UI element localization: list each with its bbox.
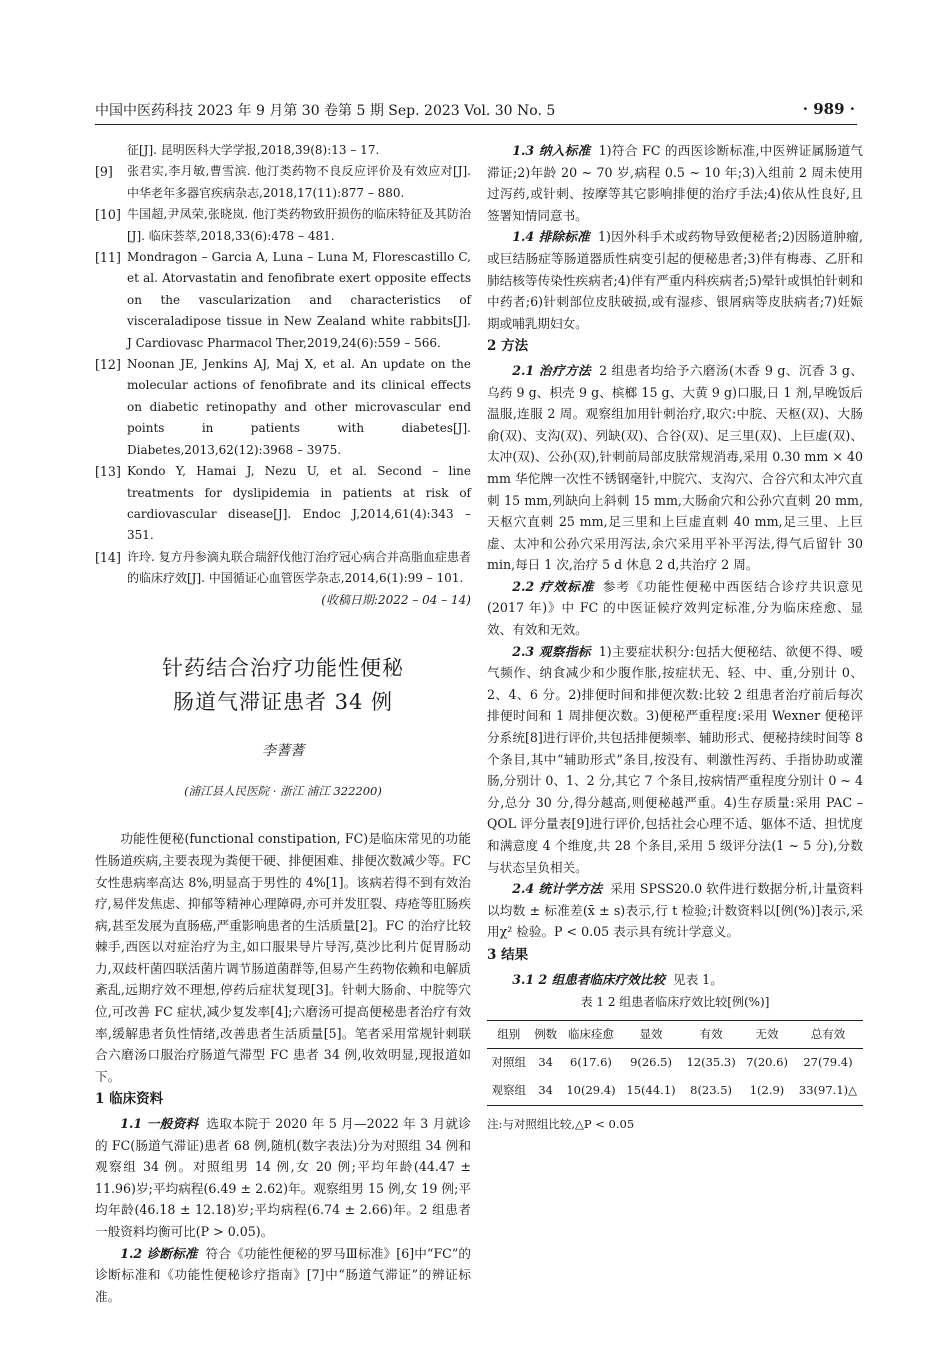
header-rule: [95, 124, 857, 125]
intro-paragraph: 功能性便秘(functional constipation, FC)是临床常见的功能性肠道疾病,主要表现为粪便干硬、排便困难、排便次数减少等。FC 女性患病率高达 8%,明显高于男性的 4%[1]。该病若得不到有效治疗,易伴发焦虑、抑郁等精神心理障碍,亦可并发肛裂、痔疮等肛肠疾病,甚至发展为直肠癌,严重影响患者的生活质量[2]。FC 的治疗比较棘手,西医以对症治疗为主,如口服果导片导泻,莫沙比利片促胃肠动力,双歧杆菌四联活菌片调节肠道菌群等,但易产生药物依赖和电解质紊乱,远期疗效不理想,停药后症状复现[3]。针刺大肠俞、中脘等穴位,可改善 FC 症状,减少复发率[4];六磨汤可提高便秘患者治疗有效率,缓解患者负性情绪,改善患者生活质量[5]。笔者采用常规针刺联合六磨汤口服治疗肠道气滞型 FC 患者 34 例,收效明显,现报道如下。: [95, 831, 471, 1084]
reference-number: [9]: [95, 164, 113, 180]
section-heading-3: 3 结果: [487, 946, 529, 963]
section-heading-1: 1 临床资料: [95, 1091, 164, 1108]
article-title: [95, 651, 471, 719]
col-header-n: 例数: [534, 1026, 558, 1041]
table-cell: 27(79.4): [803, 1055, 853, 1070]
table-cell: 观察组: [491, 1082, 526, 1097]
reference-number: [12]: [95, 357, 121, 373]
reference-number: [13]: [95, 464, 121, 480]
journal-info: 中国中医药科技 2023 年 9 月第 30 卷第 5 期 Sep. 2023 Vol. 30 No. 5: [95, 103, 556, 119]
reference-item: [95, 354, 471, 461]
section-1-1: [95, 1113, 471, 1243]
subsection-heading: 3.1 2 组患者临床疗效比较: [512, 971, 665, 987]
section-1-4: [487, 226, 863, 334]
section-3-1: [487, 969, 863, 991]
results-table: [487, 1020, 863, 1106]
right-column: [487, 140, 863, 1135]
reference-text: 许玲. 复方丹参滴丸联合瑞舒伐他汀治疗冠心病合并高脂血症患者的临床疗效[J]. 中国循证心血管医学杂志,2014,6(1):99 – 101.: [127, 549, 471, 586]
reference-item: [95, 547, 471, 590]
table-cell: 10(29.4): [566, 1082, 616, 1097]
col-header-marked: 显效: [639, 1026, 663, 1041]
subsection-text: 采用 SPSS20.0 软件进行数据分析,计量资料以均数 ± 标准差(x̄ ± s)表示,行 t 检验;计数资料以[例(%)]表示,采用χ² 检验。P < 0.05 表示具有统计学意义。: [487, 881, 864, 940]
section-2-3: [487, 641, 863, 879]
reference-text: Mondragon – Garcia A, Luna – Luna M, Florescastillo C, et al. Atorvastatin and fenofibrate exert opposite effects on the vascularization and characteristics of visceraladipose tissue in New Zealand white rabbits[J]. J Cardiovasc Pharmacol Ther,2019,24(6):559 – 566.: [127, 250, 471, 350]
subsection-heading: 2.2 疗效标准: [512, 578, 595, 594]
subsection-text: 2 组患者均给予六磨汤(木香 9 g、沉香 3 g、乌药 9 g、枳壳 9 g、槟榔 15 g、大黄 9 g)口服,日 1 剂,早晚饭后温服,连服 2 周。观察组加用针刺治疗,取穴:中脘、天枢(双)、大肠俞(双)、支沟(双)、列缺(双)、合谷(双)、足三里(双)、上巨虚(双)、太冲(双)、公孙(双),针刺前局部皮肤常规消毒,采用 0.30 mm × 40 mm 华佗牌一次性不锈钢毫针,中脘穴、支沟穴、合谷穴和太冲穴直刺 15 mm,列缺向上斜刺 15 mm,大肠俞穴和公孙穴直刺 20 mm,天枢穴直刺 25 mm,足三里和上巨虚直刺 40 mm,足三里、上巨虚、太冲和公孙穴采用泻法,余穴采用平补平泻法,得气后留针 30 min,每日 1 次,治疗 5 d 休息 2 d,共治疗 2 周。: [487, 362, 863, 573]
reference-list: [95, 161, 471, 589]
col-header-group: 组别: [497, 1026, 521, 1041]
subsection-heading: 1.2 诊断标准: [120, 1245, 198, 1261]
table-cell: 6(17.6): [570, 1055, 612, 1070]
col-header-total: 总有效: [810, 1026, 846, 1041]
reference-number: [14]: [95, 549, 121, 565]
received-date: (收稿日期:2022 – 04 – 14): [321, 592, 471, 607]
section-1-3: [487, 140, 863, 226]
table-cell: 7(20.6): [746, 1055, 788, 1070]
affiliation: (浦江县人民医院 · 浙江 浦江 322200): [184, 783, 382, 798]
reference-text: Noonan JE, Jenkins AJ, Maj X, et al. An update on the molecular actions of fenofibrate and its clinical effects on diabetic retinopathy and other microvascular end points in patients with diabetes[J]. Diabetes,2013,62(12):3968 – 3975.: [127, 357, 471, 457]
subsection-text: 1)主要症状积分:包括大便秘结、欲便不得、嗳气频作、纳食减少和少腹作胀,按症状无、轻、中、重,分别计 0、2、4、6 分。2)排便时间和排便次数:比较 2 组患者治疗前后每次排便时间和 1 周排便次数。3)便秘严重程度:采用 Wexner 便秘评分系统[8]进行评价,共包括排便频率、辅助形式、便秘持续时间等 8 个条目,其中“辅助形式”条目,按没有、刺激性泻药、手指协助或灌肠,分别计 0、1、2 分,其它 7 个条目,按病情严重程度分别计 0 ~ 4 分,总分 30 分,得分越高,则便秘越严重。4)生存质量:采用 PAC – QOL 评分量表[9]进行评价,包括社会心理不适、躯体不适、担忧度和满意度 4 个维度,共 28 个条目,采用 5 级评分法(1 ~ 5 分),分数与状态呈负相关。: [487, 643, 863, 875]
subsection-heading: 2.1 治疗方法: [512, 362, 592, 378]
subsection-text: 见表 1。: [672, 971, 723, 987]
section-2-1: [487, 360, 863, 576]
page-number: · 989 ·: [802, 100, 855, 118]
title-line-2: 肠道气滞证患者 34 例: [172, 690, 394, 715]
table-cell: 34: [538, 1055, 553, 1070]
table-note: 注:与对照组比较,△P < 0.05: [487, 1116, 635, 1131]
left-column: [95, 140, 471, 1307]
title-line-1: 针药结合治疗功能性便秘: [162, 656, 404, 681]
reference-text: 牛国超,尹凤荣,张晓岚. 他汀类药物致肝损伤的临床特征及其防治[J]. 临床荟萃,2018,33(6):478 – 481.: [127, 207, 471, 243]
reference-item: [95, 161, 471, 204]
col-header-effective: 有效: [699, 1026, 723, 1041]
table-cell: 34: [538, 1082, 553, 1097]
section-2-4: [487, 878, 863, 943]
table-cell: 15(44.1): [626, 1082, 676, 1097]
col-header-cured: 临床痊愈: [567, 1026, 614, 1041]
running-header: [95, 100, 855, 122]
table-cell: 对照组: [491, 1055, 526, 1070]
author: 李蓍蓍: [262, 743, 304, 760]
col-header-ineffective: 无效: [755, 1026, 779, 1041]
reference-item: [95, 204, 471, 247]
table-cell: 33(97.1)△: [798, 1082, 857, 1097]
table-cell: 1(2.9): [749, 1082, 785, 1097]
section-1-2: [95, 1243, 471, 1308]
table-cell: 9(26.5): [630, 1055, 672, 1070]
subsection-heading: 1.3 纳入标准: [512, 143, 591, 158]
reference-continuation: 征[J]. 昆明医科大学学报,2018,39(8):13 – 17.: [127, 143, 380, 157]
subsection-text: 1)因外科手术或药物导致便秘者;2)因肠道肿瘤,或巨结肠症等肠道器质性病变引起的便秘患者;3)伴有梅毒、乙肝和肺结核等传染性疾病者;4)伴有严重内科疾病者;5)晕针或惧怕针刺和中药者;6)针刺部位皮肤破损,或有湿疹、银屑病等皮肤病者;7)妊娠期或哺乳期妇女。: [487, 229, 863, 331]
table-caption: 表 1 2 组患者临床疗效比较[例(%)]: [580, 995, 770, 1010]
reference-text: 张君实,李月敏,曹雪滨. 他汀类药物不良反应评价及有效应对[J]. 中华老年多器官疾病杂志,2018,17(11):877 – 880.: [127, 164, 471, 200]
reference-item: [95, 461, 471, 547]
table-row: [487, 1049, 863, 1077]
subsection-heading: 2.4 统计学方法: [512, 881, 603, 897]
reference-text: Kondo Y, Hamai J, Nezu U, et al. Second – line treatments for dyslipidemia in patients at risk of cardiovascular disease[J]. Endoc J,2014,61(4):343 – 351.: [127, 464, 471, 543]
table-header-row: [487, 1020, 863, 1049]
section-heading-2: 2 方法: [487, 338, 529, 355]
reference-number: [11]: [95, 250, 121, 266]
reference-number: [10]: [95, 207, 121, 223]
section-2-2: [487, 576, 863, 641]
subsection-text: 参考《功能性便秘中西医结合诊疗共识意见(2017 年)》中 FC 的中医证候疗效判定标准,分为临床痊愈、显效、有效和无效。: [487, 578, 864, 638]
subsection-text: 选取本院于 2020 年 5 月—2022 年 3 月就诊的 FC(肠道气滞证)患者 68 例,随机(数字表法)分为对照组 34 例和观察组 34 例。对照组男 14 例,女 20 例;平均年龄(44.47 ± 11.96)岁;平均病程(6.49 ± 2.62)年。观察组男 15 例,女 19 例;平均年龄(46.18 ± 12.18)岁;平均病程(6.74 ± 2.66)年。2 组患者一般资料均衡可比(P > 0.05)。: [95, 1116, 471, 1239]
reference-item: [95, 247, 471, 354]
subsection-heading: 1.1 一般资料: [120, 1116, 199, 1132]
table-row: [487, 1077, 863, 1105]
subsection-heading: 1.4 排除标准: [512, 229, 590, 245]
table-cell: 12(35.3): [686, 1055, 736, 1070]
subsection-text: 1)符合 FC 的西医诊断标准,中医辨证属肠道气滞证;2)年龄 20 ~ 70 岁,病程 0.5 ~ 10 年;3)入组前 2 周未使用过泻药,或针刺、按摩等其它影响排便的治疗手法;4)依从性良好,且签署知情同意书。: [487, 143, 864, 223]
subsection-heading: 2.3 观察指标: [512, 643, 591, 659]
table-cell: 8(23.5): [690, 1082, 733, 1097]
subsection-text: 符合《功能性便秘的罗马Ⅲ标准》[6]中“FC”的诊断标准和《功能性便秘诊疗指南》[7]中“肠道气滞证”的辨证标准。: [95, 1245, 471, 1304]
